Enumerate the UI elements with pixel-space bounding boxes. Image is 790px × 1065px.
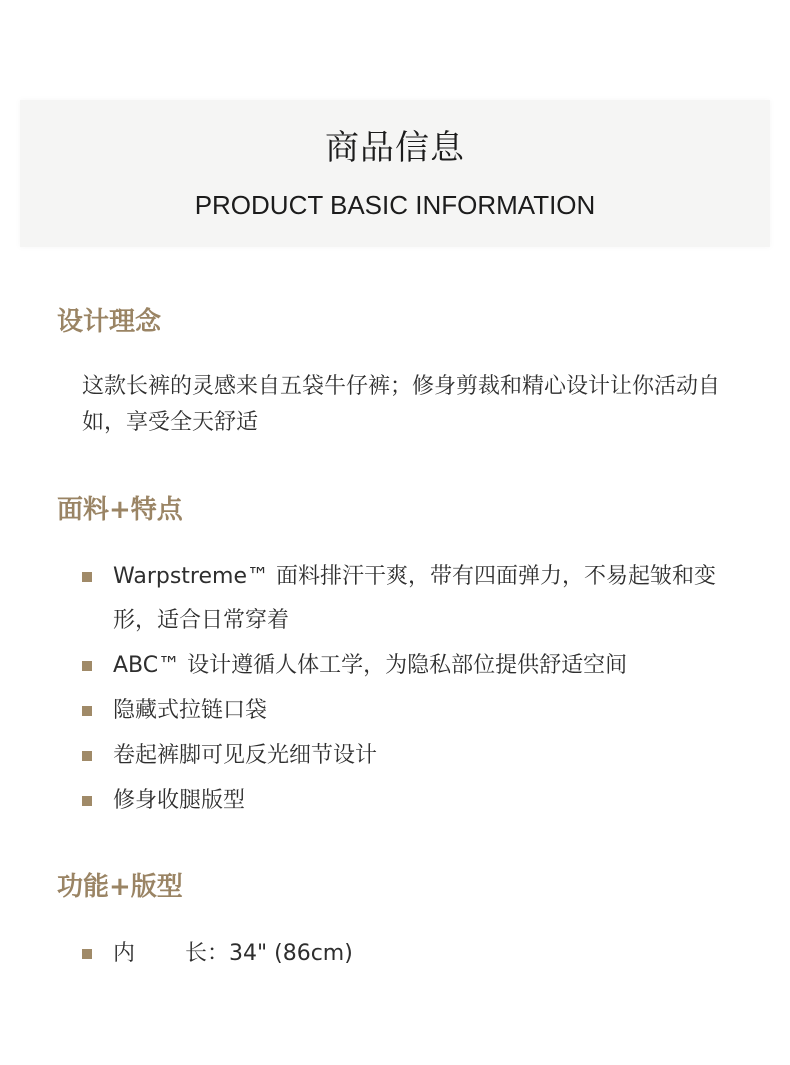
design-description: 这款长裤的灵感来自五袋牛仔裤；修身剪裁和精心设计让你活动自如，享受全天舒适	[82, 374, 721, 435]
list-item	[82, 555, 742, 643]
list-item	[82, 689, 742, 733]
spec-key: 长：	[185, 941, 230, 966]
list-item	[82, 644, 742, 688]
section-title-fabric: 面料+特点	[57, 495, 183, 525]
square-bullet-icon	[82, 751, 92, 761]
page-subtitle: PRODUCT BASIC INFORMATION	[194, 190, 596, 220]
square-bullet-icon	[82, 796, 92, 806]
feature-text: Warpstreme™ 面料排汗干爽，带有四面弹力，不易起皱和变形，适合日常穿着	[113, 564, 716, 633]
list-item	[82, 734, 742, 778]
square-bullet-icon	[82, 661, 92, 671]
list-item	[82, 932, 742, 976]
list-item	[82, 779, 742, 823]
page-title: 商品信息	[325, 128, 465, 168]
feature-text: ABC™ 设计遵循人体工学，为隐私部位提供舒适空间	[113, 653, 628, 678]
square-bullet-icon	[82, 572, 92, 582]
feature-text: 隐藏式拉链口袋	[113, 698, 268, 723]
feature-text: 修身收腿版型	[113, 788, 246, 813]
square-bullet-icon	[82, 706, 92, 716]
header-band	[20, 100, 770, 247]
fabric-feature-list	[82, 555, 742, 824]
spec-label: 内	[113, 941, 136, 966]
section-title-design: 设计理念	[57, 307, 162, 337]
spec-value: 34" (86cm)	[229, 941, 353, 966]
square-bullet-icon	[82, 949, 92, 959]
feature-text: 卷起裤脚可见反光细节设计	[113, 743, 378, 768]
section-title-fit: 功能+版型	[57, 872, 183, 902]
fit-spec-list	[82, 932, 742, 977]
